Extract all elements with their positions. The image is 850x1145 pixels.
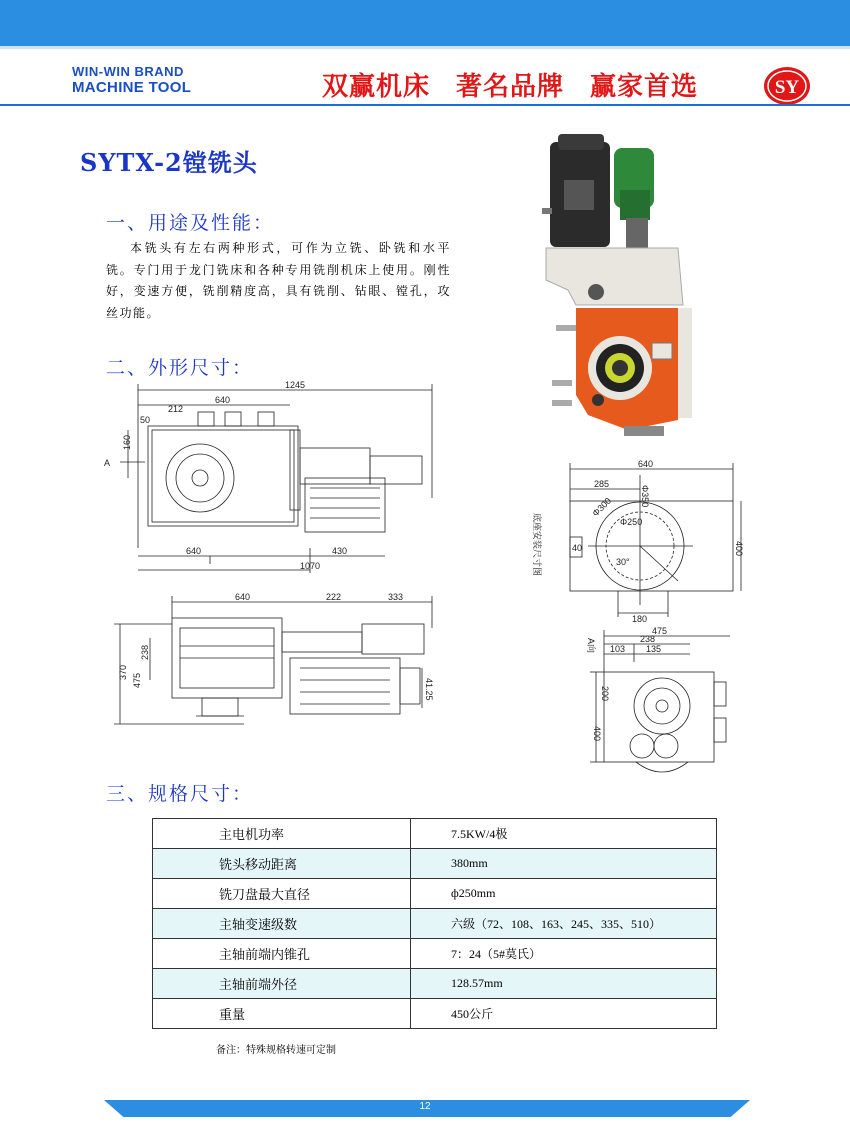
slogan-part-3: 赢家首选 (590, 72, 699, 102)
table-row (153, 879, 717, 909)
table-row (153, 969, 717, 999)
boring-milling-head-photo (528, 130, 703, 440)
spec-value: 六级（72、108、163、245、335、510） (411, 909, 717, 939)
table-row (153, 999, 717, 1029)
page-title: SYTX-2镗铣头 (80, 148, 258, 177)
brand-wordmark (72, 65, 191, 95)
dim4-right: 135 (646, 644, 662, 654)
dim4-width: 475 (652, 626, 668, 636)
front-view-drawing (100, 378, 440, 578)
spec-note: 备注：特殊规格转速可定制 (216, 1045, 336, 1056)
spec-value: 380mm (411, 849, 717, 879)
dim4-half: 238 (640, 634, 656, 644)
dim3-bottom: 180 (632, 614, 648, 624)
spec-label: 铣头移动距离 (153, 849, 411, 879)
dim-bottom-motor: 430 (332, 546, 348, 556)
dim-height: 160 (122, 434, 132, 450)
dim2-mid: 222 (326, 592, 342, 602)
section3-heading: 三、规格尺寸： (106, 783, 254, 805)
dim3-angle: 30° (616, 557, 630, 567)
dim3-d250: Φ250 (620, 517, 643, 527)
dim4-mid: 200 (600, 686, 610, 702)
spec-label: 重量 (153, 999, 411, 1029)
slogan (322, 66, 724, 103)
view-a-title: A向 (586, 638, 596, 654)
dim2-height: 370 (118, 664, 128, 680)
spec-table (152, 818, 717, 1029)
dim-head-width: 640 (215, 395, 231, 405)
section1-heading: 一、用途及性能： (106, 212, 275, 234)
table-row (153, 909, 717, 939)
spec-label: 铣刀盘最大直径 (153, 879, 411, 909)
dim4-height: 400 (592, 726, 602, 742)
dim2-total: 475 (132, 672, 142, 688)
dim-offset: 212 (168, 404, 184, 414)
dim3-offset: 285 (594, 479, 610, 489)
section2-heading: 二、外形尺寸： (106, 357, 254, 379)
dim3-d350: Φ350 (640, 485, 650, 508)
table-row (153, 849, 717, 879)
dim2-offset: 41.25 (424, 678, 434, 701)
dim4-left: 103 (610, 644, 626, 654)
spec-value: 7.5KW/4极 (411, 819, 717, 849)
dim3-width: 640 (638, 459, 654, 469)
table-row (153, 819, 717, 849)
section1-text: 本铣头有左右两种形式，可作为立铣、卧铣和水平铣。专门用于龙门铣床和各种专用铣削机床上使用。刚性好，变速方便，铣削精度高，具有铣削、钻眼、镗孔，攻丝功能。 (106, 241, 451, 320)
spec-label: 主轴变速级数 (153, 909, 411, 939)
section1-paragraph (106, 238, 451, 324)
spec-value: ф250mm (411, 879, 717, 909)
spec-label: 主轴前端外径 (153, 969, 411, 999)
dim-margin: 50 (140, 415, 151, 425)
base-mounting-label: 底座安装尺寸图 (532, 513, 542, 577)
spec-label: 主电机功率 (153, 819, 411, 849)
logo-text: SY (774, 77, 800, 98)
dim2-inner: 238 (140, 644, 150, 660)
dim-bottom-total: 1070 (300, 561, 321, 571)
slogan-part-2: 著名品牌 (456, 72, 565, 102)
spec-value: 7：24（5#莫氏） (411, 939, 717, 969)
top-banner-stripe (0, 46, 850, 49)
brand-line1: WIN-WIN BRAND (72, 64, 184, 79)
spec-value: 450公斤 (411, 999, 717, 1029)
top-banner (0, 0, 850, 46)
view-a-drawing (580, 622, 760, 787)
table-row (153, 939, 717, 969)
spec-label: 主轴前端内锥孔 (153, 939, 411, 969)
page-number: 12 (419, 1101, 431, 1112)
spec-value: 128.57mm (411, 969, 717, 999)
base-mounting-drawing (528, 455, 753, 630)
view-a-label: A (104, 458, 111, 468)
brand-line2: MACHINE TOOL (72, 79, 192, 96)
dim-overall-length: 1245 (285, 380, 306, 390)
dim3-slot: 40 (572, 543, 583, 553)
dim3-height: 400 (734, 541, 744, 557)
side-view-drawing (110, 588, 440, 736)
dim3-d300: Φ300 (590, 495, 614, 519)
dim-bottom-head: 640 (186, 546, 202, 556)
dim2-head: 640 (235, 592, 251, 602)
slogan-part-1: 双赢机床 (322, 72, 431, 102)
sy-logo-icon (763, 66, 811, 106)
dim2-motor: 333 (388, 592, 404, 602)
header-divider (0, 104, 850, 106)
